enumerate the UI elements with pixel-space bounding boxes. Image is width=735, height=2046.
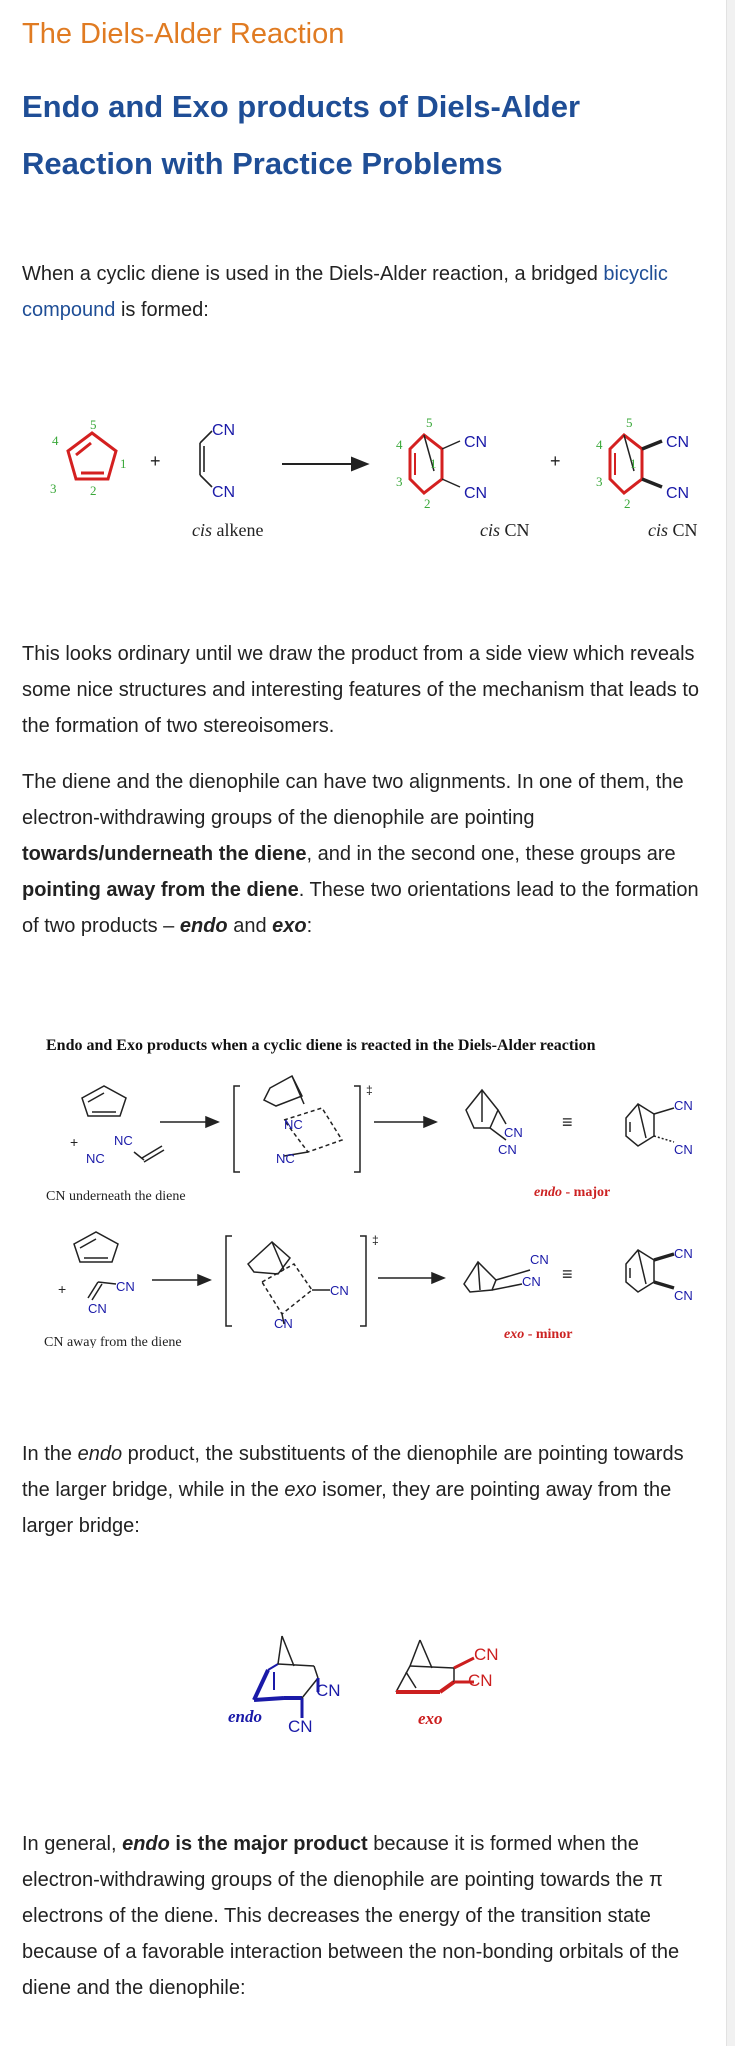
exo-reactants	[74, 1232, 118, 1300]
cn-label: CN	[212, 422, 236, 439]
atom-label: 3	[596, 474, 603, 489]
cn-label: CN	[522, 1274, 541, 1289]
paragraph-side-view: This looks ordinary until we draw the product from a side view which reveals some nice structures and interesting features of the mechanism that leads to the formation of two stereoisomers.	[22, 643, 700, 737]
atom-label: 2	[624, 496, 631, 511]
bicyclic-compound-link[interactable]: bicyclic compound	[22, 263, 668, 321]
arrow	[374, 1117, 436, 1127]
scrollbar[interactable]	[726, 0, 735, 2046]
cis-cn-caption: cis CN	[480, 520, 530, 540]
endo-label: endo	[228, 1707, 262, 1726]
cn-label: CN	[88, 1301, 107, 1316]
cn-label: CN	[504, 1125, 523, 1140]
cn-label: CN	[212, 484, 236, 501]
nc-label: NC	[276, 1151, 295, 1166]
cn-label: CN	[674, 1288, 693, 1303]
atom-label: 4	[596, 437, 603, 452]
atom-label: 3	[396, 474, 403, 489]
page-title: Endo and Exo products of Diels-Alder Reaction with Practice Problems	[22, 89, 581, 181]
exo-label: exo	[418, 1709, 443, 1728]
figure-endo-exo	[22, 1028, 712, 1348]
atom-label: 2	[424, 496, 431, 511]
caption-cn-away: CN away from the diene	[44, 1335, 182, 1348]
atom-label: 3	[50, 481, 57, 496]
cis-cn-caption: cis CN	[648, 520, 698, 540]
atom-label: 2	[90, 483, 97, 498]
dagger-symbol: ‡	[372, 1233, 379, 1247]
cn-label: CN	[468, 1671, 493, 1690]
paragraph-endo-exo-definition: In the endo product, the substituents of the dienophile are pointing towards the larger bridge, while in the exo isomer, they are pointing away from the larger bridge:	[22, 1443, 684, 1537]
endo-structure	[254, 1636, 318, 1718]
atom-label: 1	[430, 456, 437, 471]
exo-transition-state	[226, 1236, 366, 1326]
atom-label: 5	[426, 415, 433, 430]
atom-label: 1	[120, 456, 127, 471]
figure-title: Endo and Exo products when a cyclic diene is reacted in the Diels-Alder reaction	[46, 1037, 596, 1054]
intro-paragraph: When a cyclic diene is used in the Diels-Alder reaction, a bridged bicyclic compound is formed:	[22, 263, 668, 321]
cn-label: CN	[464, 485, 488, 502]
exo-minor-label: exo - minor	[504, 1327, 573, 1342]
cn-label: CN	[674, 1142, 693, 1157]
cn-label: CN	[330, 1283, 349, 1298]
atom-label: 4	[52, 433, 59, 448]
arrow	[160, 1117, 218, 1127]
cn-label: CN	[498, 1142, 517, 1157]
cn-label: CN	[116, 1279, 135, 1294]
exo-product-topview	[626, 1250, 674, 1292]
atom-label: 5	[626, 415, 633, 430]
cn-label: CN	[274, 1316, 293, 1331]
caption-cn-underneath: CN underneath the diene	[46, 1189, 186, 1204]
nc-label: NC	[114, 1133, 133, 1148]
paragraph-alignments: The diene and the dienophile can have two alignments. In one of them, the electron-withdrawing groups of the dienophile are pointing towards/underneath the diene, and in the second one, these groups are pointing away from the diene. These two orientations lead to the formation of two products – endo and exo:	[22, 771, 699, 937]
plus-sign: +	[70, 1134, 79, 1150]
atom-label: 5	[90, 417, 97, 432]
cis-alkene-caption: cis alkene	[192, 520, 264, 540]
endo-major-label: endo - major	[534, 1185, 611, 1200]
arrow	[152, 1275, 210, 1285]
equivalence-sign: ≡	[562, 1112, 573, 1132]
dagger-symbol: ‡	[366, 1083, 373, 1097]
nc-label: NC	[284, 1117, 303, 1132]
atom-label: 1	[630, 456, 637, 471]
section-kicker: The Diels-Alder Reaction	[22, 18, 345, 50]
cyclopentadiene-structure	[68, 433, 116, 479]
reaction-arrow	[282, 458, 367, 470]
cn-label: CN	[666, 485, 690, 502]
cn-label: CN	[530, 1252, 549, 1267]
endo-product-topview	[626, 1104, 674, 1146]
cn-label: CN	[288, 1717, 313, 1736]
equivalence-sign: ≡	[562, 1264, 573, 1284]
figure-endo-exo-comparison	[22, 1618, 712, 1738]
cn-label: CN	[316, 1681, 341, 1700]
endo-product	[466, 1090, 506, 1140]
exo-structure	[396, 1640, 474, 1692]
atom-label: 4	[396, 437, 403, 452]
cn-label: CN	[674, 1098, 693, 1113]
plus-sign: +	[150, 451, 161, 471]
exo-product	[464, 1262, 530, 1292]
cn-label: CN	[666, 434, 690, 451]
paragraph-endo-major: In general, endo is the major product because it is formed when the electron-withdrawing groups of the dienophile are pointing towards the π electrons of the diene. This decreases the energy of the transition state because of a favorable interaction between the non-bonding orbitals of the diene and the dienophile:	[22, 1833, 680, 1999]
plus-sign: +	[58, 1281, 67, 1297]
plus-sign: +	[550, 451, 561, 471]
cis-alkene-structure	[200, 431, 212, 487]
arrow	[378, 1273, 444, 1283]
cn-label: CN	[674, 1246, 693, 1261]
nc-label: NC	[86, 1151, 105, 1166]
figure-cyclic-diene-reaction	[22, 405, 712, 575]
cn-label: CN	[474, 1645, 499, 1664]
cn-label: CN	[464, 434, 488, 451]
